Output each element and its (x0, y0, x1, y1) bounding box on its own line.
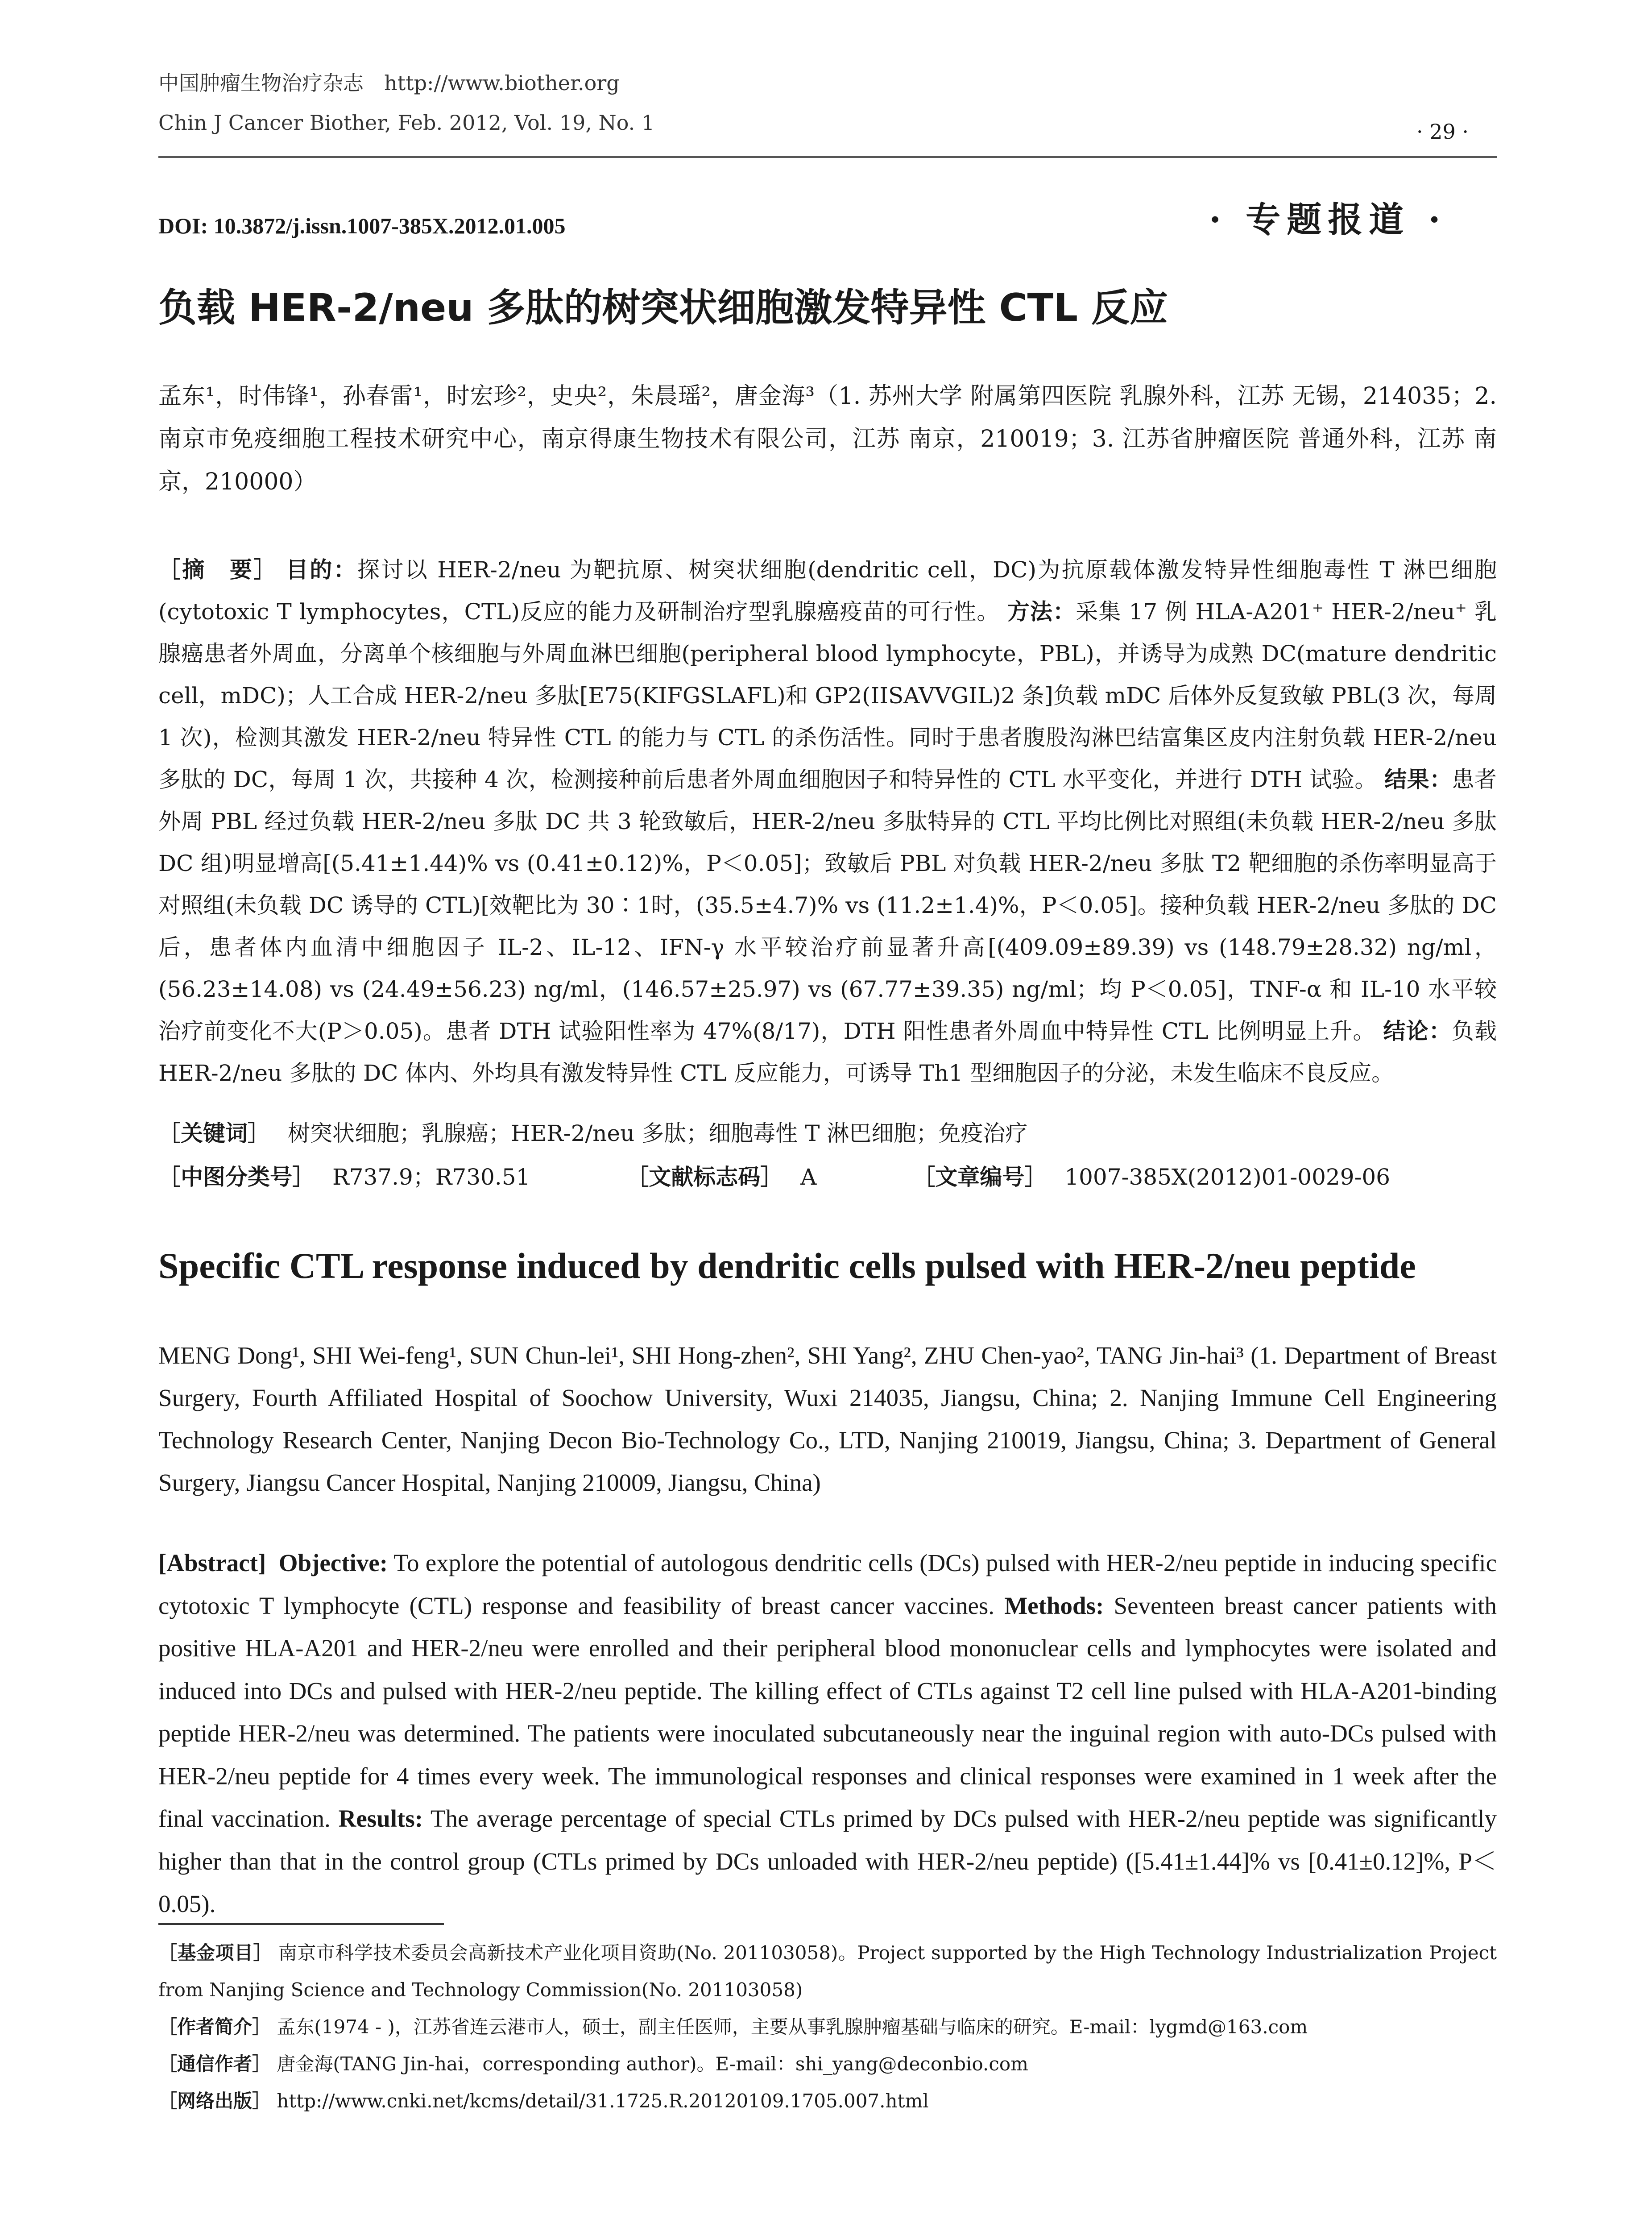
abstract-en (158, 1542, 1497, 1925)
clc-label: ［中图分类号］ (158, 1164, 315, 1190)
authors-affiliations-en: MENG Dong¹, SHI Wei-feng¹, SUN Chun-lei¹, SHI Hong-zhen², SHI Yang², ZHU Chen-yao², TANG Jin-hai³ (1. Department of Breast Surgery, Fourth Affiliated Hospital of Soochow University, Wuxi 214035, Jiangsu, China; 2. Nanjing Immune Cell Engineering Technology Research Center, Nanjing Decon Bio-Technology Co., LTD, Nanjing 210019, Jiangsu, China; 3. Department of General Surgery, Jiangsu Cancer Hospital, Nanjing 210009, Jiangsu, China) (158, 1342, 1497, 1496)
article-title-en: Specific CTL response induced by dendritic cells pulsed with HER-2/neu peptide (158, 1245, 1416, 1286)
article-no-label: ［文章编号］ (913, 1164, 1047, 1190)
objective-cn-label: 目的： (286, 557, 358, 583)
page-number: · 29 · (1416, 120, 1469, 144)
results-cn-label: 结果： (1384, 767, 1452, 792)
footnote-funding: ［基金项目］ 南京市科学技术委员会高新技术产业化项目资助(No. 201103058)。Project supported by the High Technology Industrialization Project from Nanjing Science and Technology Commission(No. 201103058) (158, 1942, 1497, 2001)
classification-line (158, 1159, 1408, 1191)
footnote-rule (158, 1923, 444, 1925)
conclusion-cn: 负载 HER-2/neu 多肽的 DC 体内、外均具有激发特异性 CTL 反应能力，可诱导 Th1 型细胞因子的分泌，未发生临床不良反应。 (158, 1018, 1497, 1086)
footnote-online: ［网络出版］ http://www.cnki.net/kcms/detail/31.1725.R.20120109.1705.007.html (158, 2090, 929, 2112)
header-rule (158, 156, 1497, 158)
methods-en: Seventeen breast cancer patients with positive HLA-A201 and HER-2/neu were enrolled and their peripheral blood mononuclear cells and lymphocytes were isolated and induced into DCs and pulsed with HER-2/neu peptide. The killing effect of CTLs against T2 cell line pulsed with HLA-A201-binding peptide HER-2/neu was determined. The patients were inoculated subcutaneously near the inguinal region with auto-DCs pulsed with HER-2/neu peptide for 4 times every week. The immunological responses and clinical responses were examined in 1 week after the final vaccination. (158, 1592, 1497, 1832)
online-url[interactable]: http://www.cnki.net/kcms/detail/31.1725.R.20120109.1705.007.html (277, 2090, 929, 2112)
keywords-value: 树突状细胞；乳腺癌；HER-2/neu 多肽；细胞毒性 T 淋巴细胞；免疫治疗 (288, 1120, 1028, 1146)
results-en-label: Results: (338, 1805, 423, 1832)
authors-affiliations-cn: 孟东¹，时伟锋¹，孙春雷¹，时宏珍²，史央²，朱晨瑶²，唐金海³（1. 苏州大学 附属第四医院 乳腺外科，江苏 无锡，214035；2. 南京市免疫细胞工程技术研究中心，南京得康生物技术有限公司，江苏 南京，210019；3. 江苏省肿瘤医院 普通外科，江苏 南京，210000） (158, 383, 1497, 495)
clc-value: R737.9；R730.51 (332, 1164, 530, 1190)
footnotes (158, 1934, 1497, 2119)
results-en: The average percentage of special CTLs primed by DCs pulsed with HER-2/neu peptide was significantly higher than that in the control group (CTLs primed by DCs unloaded with HER-2/neu peptide) ([5.41±1.44]% vs [0.41±0.12]%, P＜0.05). (158, 1805, 1497, 1917)
abstract-cn (158, 549, 1497, 1094)
column-tag: · 专题报道 · (1209, 199, 1447, 240)
journal-name-cn: 中国肿瘤生物治疗杂志 http://www.biother.org (158, 71, 620, 95)
doc-code-value: A (800, 1164, 817, 1190)
footnote-corresponding: ［通信作者］ 唐金海(TANG Jin-hai，corresponding author)。E-mail：shi_yang@deconbio.com (158, 2053, 1029, 2075)
abstract-cn-label: ［摘 要］ (158, 557, 277, 583)
keywords-label: ［关键词］ (158, 1120, 270, 1146)
objective-cn: 探讨以 HER-2/neu 为靶抗原、树突状细胞(dendritic cell，DC)为抗原载体激发特异性细胞毒性 T 淋巴细胞(cytotoxic T lymphocytes，CTL)反应的能力及研制治疗型乳腺癌疫苗的可行性。 (158, 557, 1497, 625)
methods-en-label: Methods: (1004, 1592, 1104, 1619)
journal-citation-en: Chin J Cancer Biother, Feb. 2012, Vol. 19, No. 1 (158, 111, 655, 135)
conclusion-cn-label: 结论： (1383, 1018, 1452, 1044)
doc-code-label: ［文献标志码］ (626, 1164, 783, 1190)
objective-en: To explore the potential of autologous dendritic cells (DCs) pulsed with HER-2/neu peptide in inducing specific cytotoxic T lymphocyte (CTL) response and feasibility of breast cancer vaccines. (158, 1549, 1497, 1619)
methods-cn-label: 方法： (1007, 599, 1076, 625)
keywords-line (158, 1116, 1045, 1148)
results-cn: 患者外周 PBL 经过负载 HER-2/neu 多肽 DC 共 3 轮致敏后，HER-2/neu 多肽特异的 CTL 平均比例比对照组(未负载 HER-2/neu 多肽 DC 组)明显增高[(5.41±1.44)% vs (0.41±0.12)%，P＜0.05]；致敏后 PBL 对负载 HER-2/neu 多肽 T2 靶细胞的杀伤率明显高于对照组(未负载 DC 诱导的 CTL)[效靶比为 30∶1时，(35.5±4.7)% vs (11.2±1.4)%，P＜0.05]。接种负载 HER-2/neu 多肽的 DC 后，患者体内血清中细胞因子 IL-2、IL-12、IFN-γ 水平较治疗前显著升高[(409.09±89.39) vs (148.79±28.32) ng/ml，(56.23±14.08) vs (24.49±56.23) ng/ml，(146.57±25.97) vs (67.77±39.35) ng/ml；均 P＜0.05]，TNF-α 和 IL-10 水平较治疗前变化不大(P＞0.05)。患者 DTH 试验阳性率为 47%(8/17)，DTH 阳性患者外周血中特异性 CTL 比例明显上升。 (158, 767, 1497, 1044)
article-title-cn: 负载 HER-2/neu 多肽的树突状细胞激发特异性 CTL 反应 (158, 286, 1168, 330)
article-no-value: 1007-385X(2012)01-0029-06 (1064, 1164, 1391, 1190)
abstract-en-label: [Abstract] (158, 1549, 266, 1576)
objective-en-label: Objective: (278, 1549, 388, 1576)
footnote-author-bio: ［作者简介］ 孟东(1974 - )，江苏省连云港市人，硕士，副主任医师，主要从事乳腺肿瘤基础与临床的研究。E-mail：lygmd@163.com (158, 2016, 1308, 2038)
methods-cn: 采集 17 例 HLA-A201⁺ HER-2/neu⁺ 乳腺癌患者外周血，分离单个核细胞与外周血淋巴细胞(peripheral blood lymphocyte，PBL)，并诱导为成熟 DC(mature dendritic cell，mDC)；人工合成 HER-2/neu 多肽[E75(KIFGSLAFL)和 GP2(IISAVVGIL)2 条]负载 mDC 后体外反复致敏 PBL(3 次，每周 1 次)，检测其激发 HER-2/neu 特异性 CTL 的能力与 CTL 的杀伤活性。同时于患者腹股沟淋巴结富集区皮内注射负载 HER-2/neu 多肽的 DC，每周 1 次，共接种 4 次，检测接种前后患者外周血细胞因子和特异性的 CTL 水平变化，并进行 DTH 试验。 (158, 599, 1497, 792)
doi: DOI: 10.3872/j.issn.1007-385X.2012.01.005 (158, 213, 566, 238)
